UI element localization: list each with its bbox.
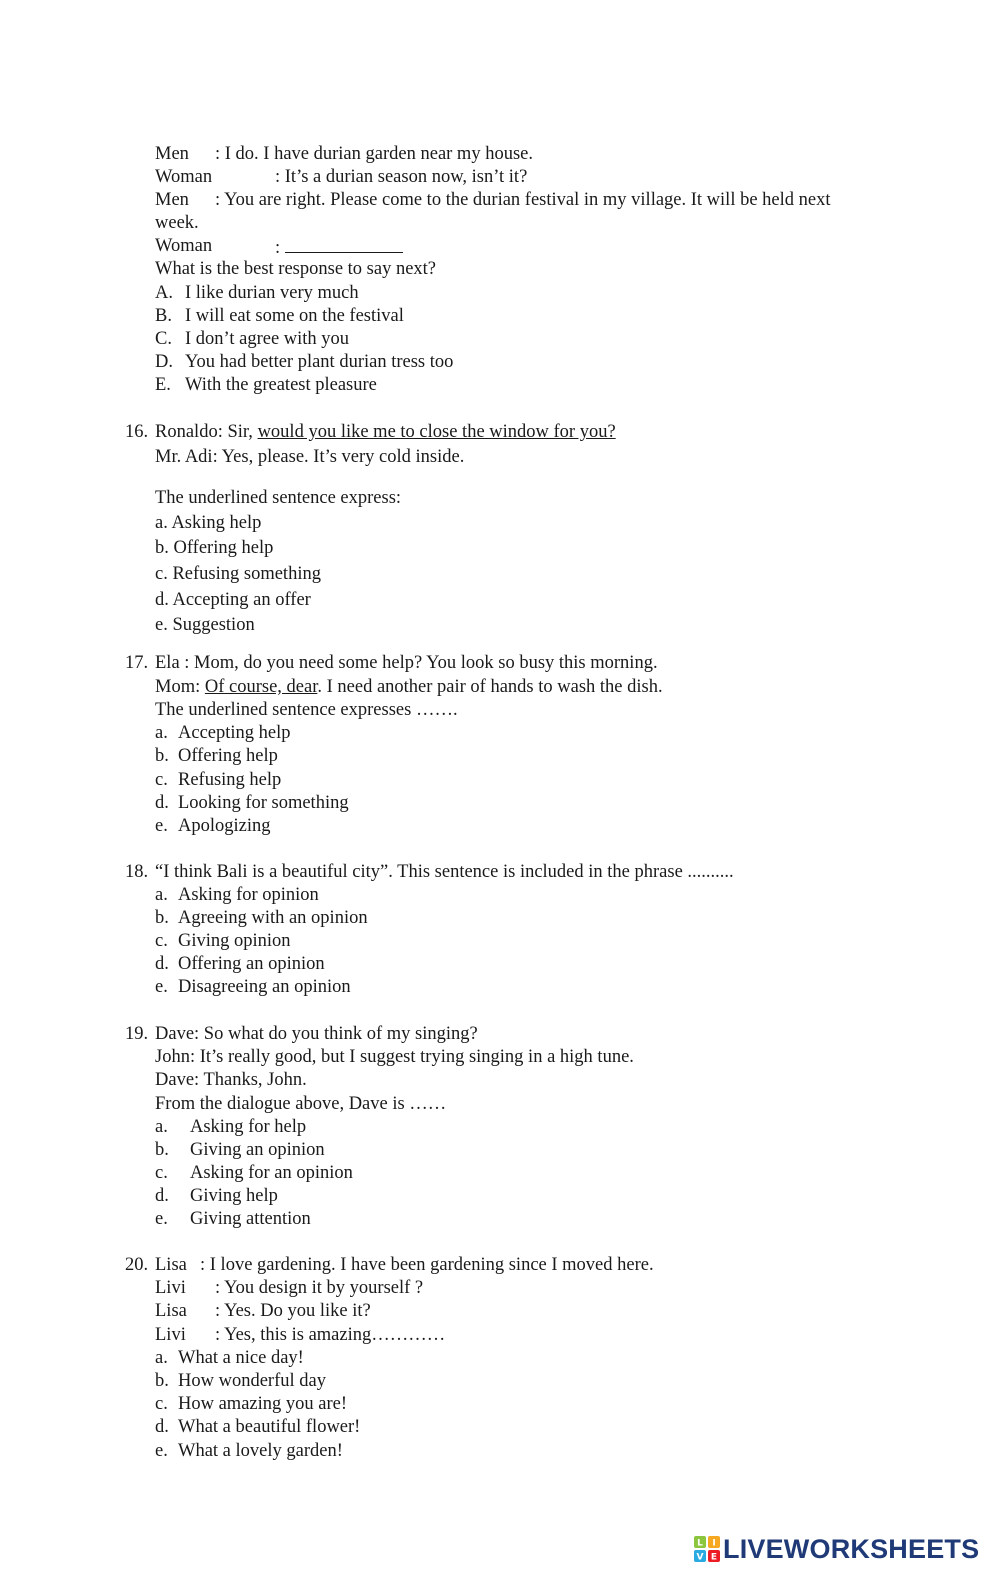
q15-option-a: A. I like durian very much	[155, 283, 359, 303]
q19-line-1: Dave: So what do you think of my singing?	[155, 1024, 478, 1044]
liveworksheets-logo[interactable]	[694, 1534, 979, 1564]
q18-option-c: c. Giving opinion	[155, 931, 291, 951]
q15-line-3	[155, 189, 831, 211]
q18-option-d: d. Offering an opinion	[155, 954, 325, 974]
q20-line-3	[155, 1300, 371, 1322]
q15-line-2	[155, 166, 528, 188]
q15-option-d: D. You had better plant durian tress too	[155, 352, 454, 372]
speaker: Livi	[155, 1325, 186, 1345]
underlined-sentence: Of course, dear	[204, 677, 318, 697]
q19-line-2: John: It’s really good, but I suggest trying singing in a high tune.	[155, 1047, 634, 1067]
q19-option-d: d. Giving help	[155, 1186, 278, 1206]
q19-option-a: a. Asking for help	[155, 1117, 307, 1137]
q17-option-a: a. Accepting help	[155, 723, 291, 743]
q17-option-c: c. Refusing help	[155, 770, 282, 790]
q19-number: 19.	[125, 1024, 149, 1044]
speaker: Lisa	[155, 1301, 187, 1321]
q20-option-d: d. What a beautiful flower!	[155, 1417, 361, 1437]
q18-option-e: e. Disagreeing an opinion	[155, 977, 351, 997]
utterance: : You design it by yourself ?	[215, 1278, 424, 1298]
q17-line-2: Mom: Of course, dear. I need another pair of hands to wash the dish.	[155, 677, 663, 697]
svg-text:E: E	[710, 1552, 718, 1562]
speaker: Lisa	[155, 1255, 187, 1275]
q20-option-a: a. What a nice day!	[155, 1348, 304, 1368]
q17-question: The underlined sentence expresses …….	[155, 700, 458, 720]
utterance: : I do. I have durian garden near my house.	[215, 144, 533, 164]
q16-number: 16.	[125, 422, 149, 442]
q15-line-4: week.	[155, 213, 199, 233]
q16-line-1: Ronaldo: Sir, would you like me to close the window for you?	[155, 422, 616, 442]
utterance: : It’s a durian season now, isn’t it?	[275, 167, 528, 187]
q17-number: 17.	[125, 653, 149, 673]
q17-option-b: b. Offering help	[155, 746, 278, 766]
q16-line-2: Mr. Adi: Yes, please. It’s very cold inside.	[155, 447, 465, 467]
q17-option-d: d. Looking for something	[155, 793, 349, 813]
speaker: Woman	[155, 167, 213, 187]
q19-option-e: e. Giving attention	[155, 1209, 311, 1229]
q19-option-b: b. Giving an opinion	[155, 1140, 325, 1160]
answer-blank-line	[275, 235, 403, 259]
q20-option-b: b. How wonderful day	[155, 1371, 326, 1391]
speaker: Men	[155, 190, 189, 210]
speaker: Livi	[155, 1278, 186, 1298]
q19-line-3: Dave: Thanks, John.	[155, 1070, 307, 1090]
q16-option-b: b. Offering help	[155, 538, 274, 558]
q18-line-1: “I think Bali is a beautiful city”. This sentence is included in the phrase ..........	[155, 862, 734, 882]
underlined-sentence: would you like me to close the window for you?	[257, 422, 616, 442]
q16-option-d: d. Accepting an offer	[155, 590, 311, 610]
colon: :	[275, 238, 281, 258]
q18-option-a: a. Asking for opinion	[155, 885, 319, 905]
q20-number: 20.	[125, 1255, 149, 1275]
q17-line-1: Ela : Mom, do you need some help? You look so busy this morning.	[155, 653, 658, 673]
q20-line-4	[155, 1324, 446, 1346]
q15-line-5	[155, 235, 281, 258]
utterance: : I love gardening. I have been gardening since I moved here.	[200, 1255, 654, 1275]
q15-line-1	[155, 143, 533, 165]
q19-question: From the dialogue above, Dave is ……	[155, 1094, 447, 1114]
q16-option-e: e. Suggestion	[155, 615, 255, 635]
q15-question: What is the best response to say next?	[155, 259, 437, 279]
q16-option-a: a. Asking help	[155, 513, 262, 533]
q16-option-c: c. Refusing something	[155, 564, 321, 584]
q19-option-c: c. Asking for an opinion	[155, 1163, 353, 1183]
utterance: : Yes, this is amazing…………	[215, 1325, 446, 1345]
q20-line-1	[155, 1254, 654, 1276]
utterance: : Yes. Do you like it?	[215, 1301, 371, 1321]
utterance: : You are right. Please come to the durian festival in my village. It will be held next	[215, 190, 831, 210]
q16-question: The underlined sentence express:	[155, 488, 402, 508]
q15-option-b: B. I will eat some on the festival	[155, 306, 404, 326]
speaker: Men	[155, 144, 189, 164]
speaker: Woman	[155, 236, 213, 256]
q20-line-2	[155, 1277, 424, 1299]
svg-text:V: V	[696, 1552, 704, 1562]
q20-option-e: e. What a lovely garden!	[155, 1441, 343, 1461]
q18-option-b: b. Agreeing with an opinion	[155, 908, 368, 928]
liveworksheets-logo-icon	[694, 1536, 720, 1562]
svg-text:I: I	[712, 1538, 716, 1549]
svg-text:L: L	[697, 1538, 703, 1549]
logo-wordmark: LIVEWORKSHEETS	[723, 1534, 980, 1564]
q15-option-c: C. I don’t agree with you	[155, 329, 350, 349]
answer-blank	[285, 235, 403, 253]
q15-option-e: E. With the greatest pleasure	[155, 375, 377, 395]
q20-option-c: c. How amazing you are!	[155, 1394, 348, 1414]
q17-option-e: e. Apologizing	[155, 816, 271, 836]
q18-number: 18.	[125, 862, 149, 882]
